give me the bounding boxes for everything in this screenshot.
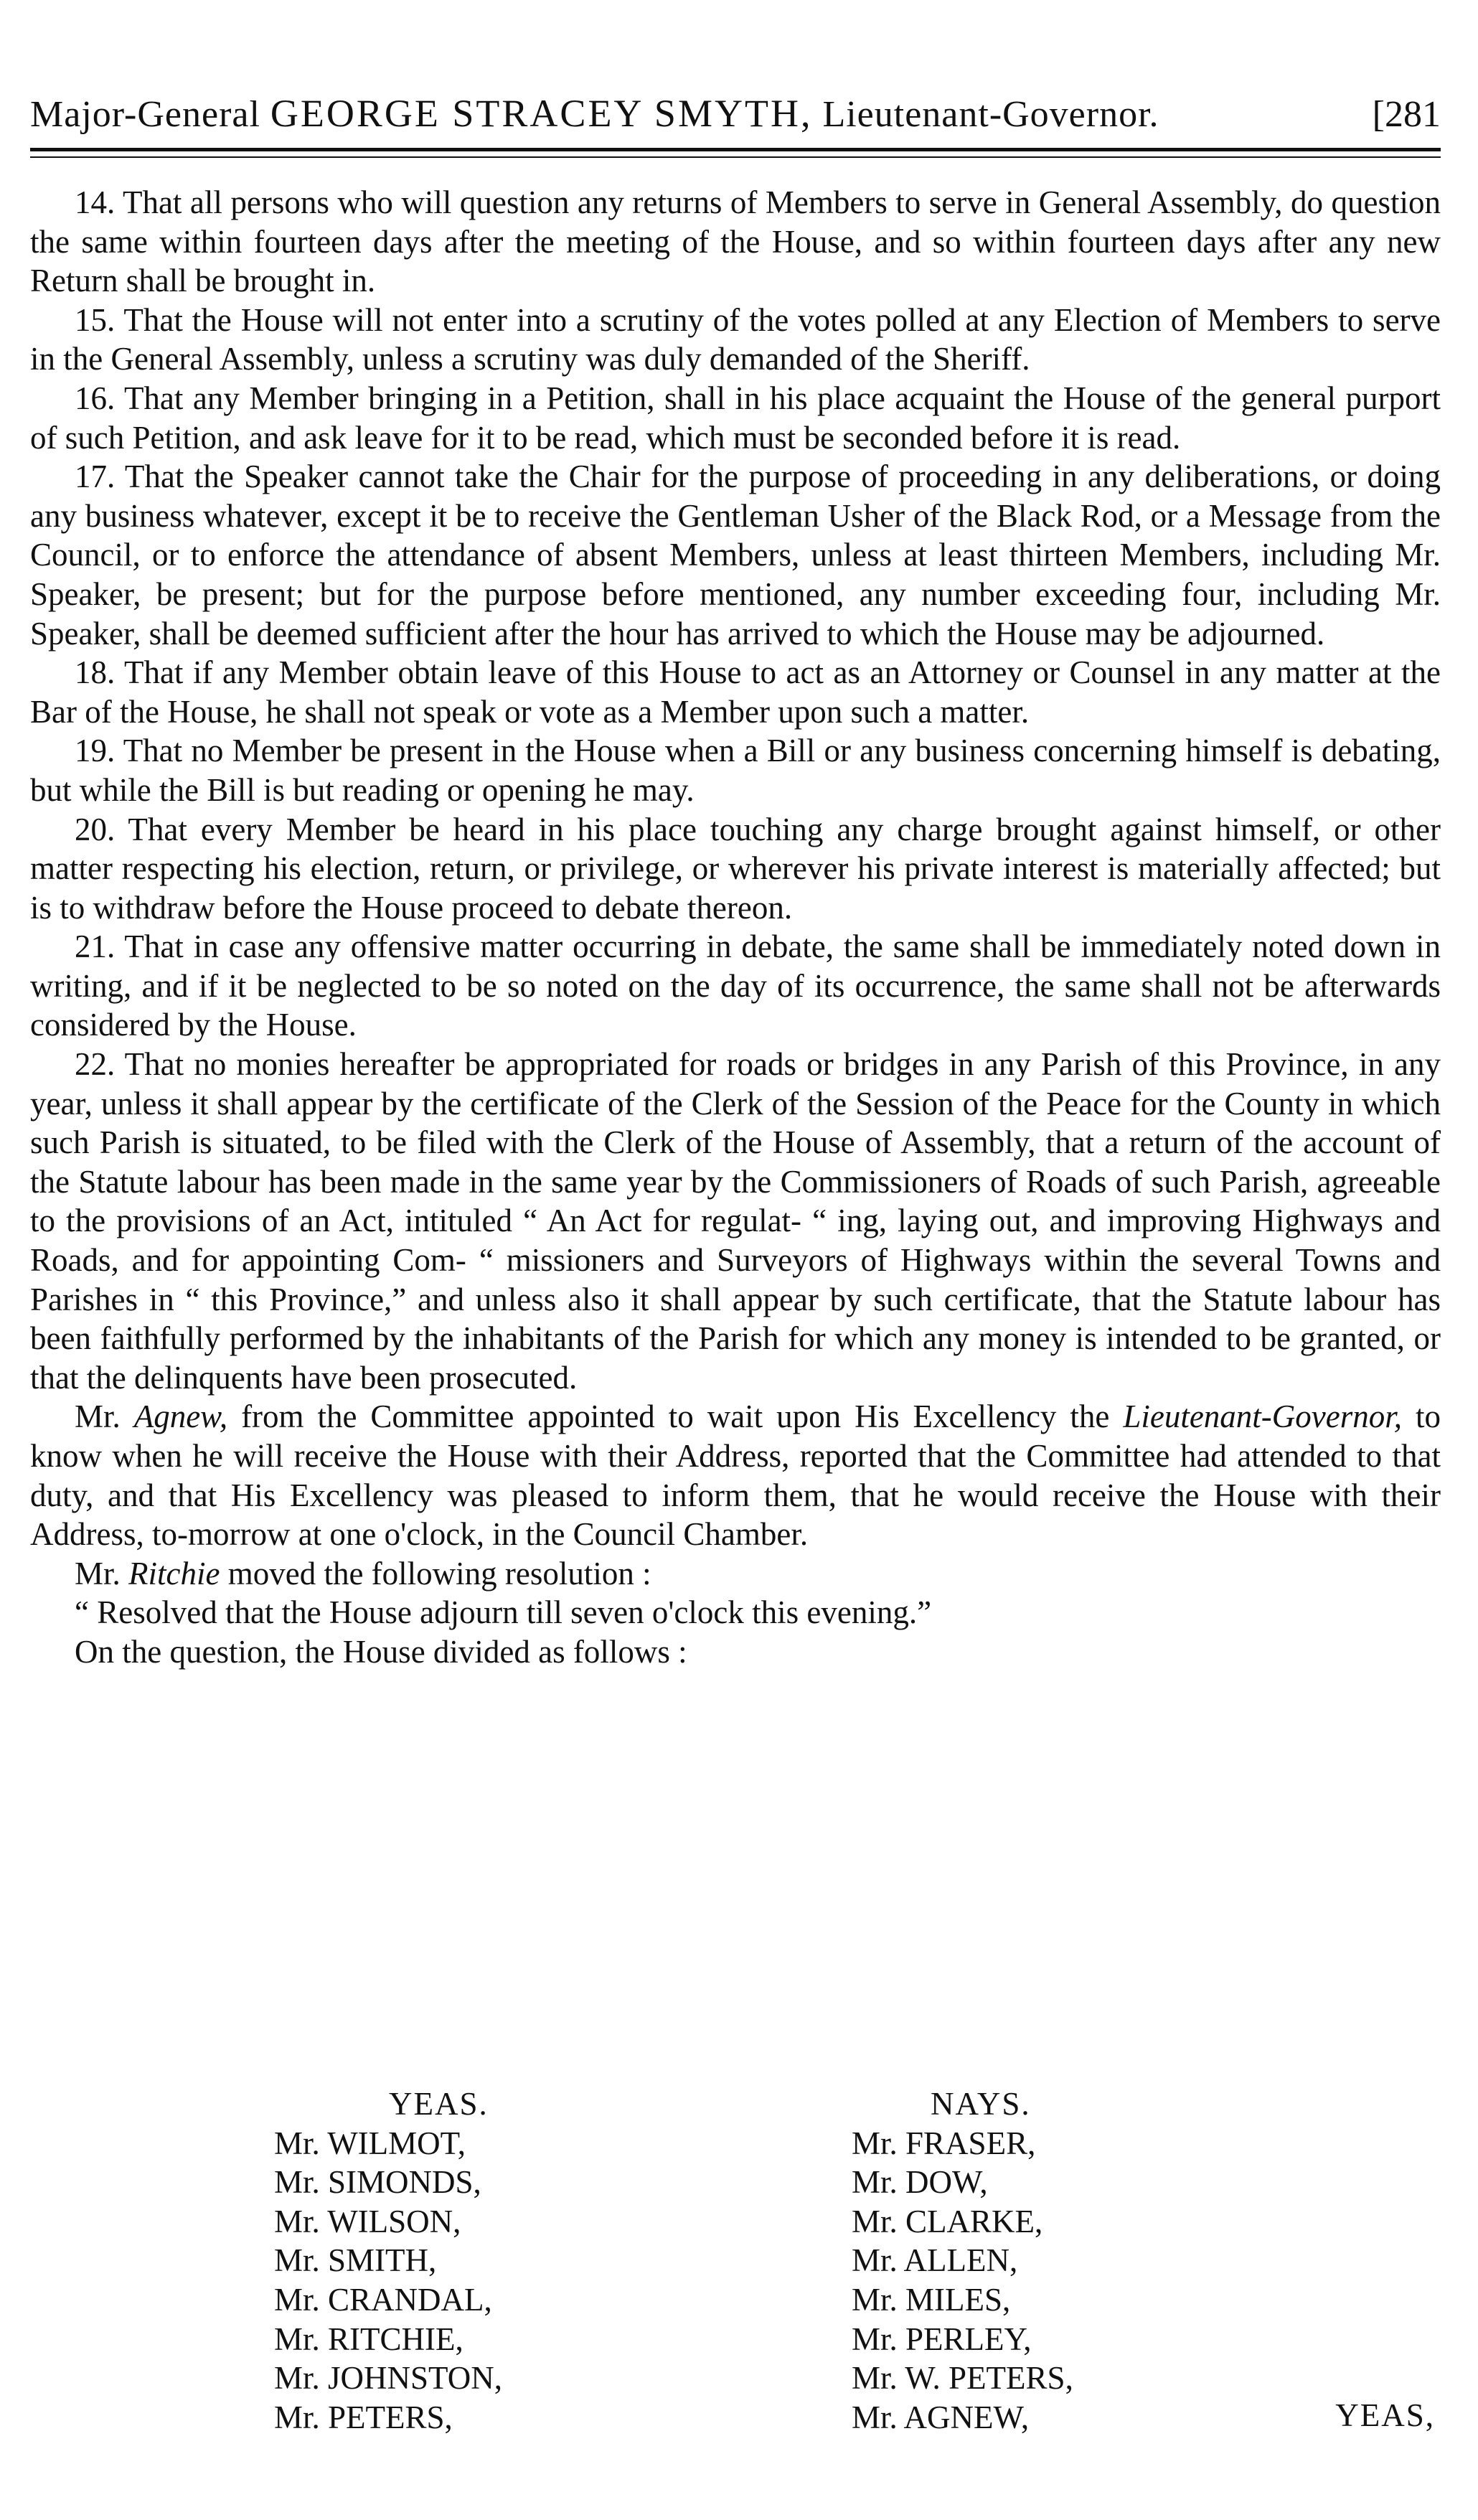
division-intro: On the question, the House divided as follows : [75,1633,687,1670]
resolution: “ Resolved that the House adjourn till seven o'clock this evening.” [75,1594,932,1631]
rule-paragraph [30,731,1441,809]
rule-paragraph [30,927,1441,1045]
rule-number: 15. [75,301,116,338]
mr-prefix: Mr. [75,1555,129,1592]
nay-member: Mr. PERLEY, [852,2321,1032,2357]
nay-member: Mr. MILES, [852,2281,1011,2318]
nays-column [852,2084,1073,2437]
rule-number: 17. [75,459,116,495]
nay-member: Mr. ALLEN, [852,2242,1018,2279]
header-rule-thick [30,148,1441,151]
nay-member: Mr. DOW, [852,2164,988,2201]
mr-prefix: Mr. [75,1398,134,1435]
rule-text: That no monies hereafter be appropriated for roads or bridges in any Parish of this Province, in any year, unless it shall appear by the certificate of the Clerk of the Session of the Peace for the County in which such Parish is situated, to be filed with the Clerk of the House of Assembly, that a return of the account of the Statute labour has been made in the same year by the Commissioners of Roads of such Parish, agreeable to the provisions of an Act, intituled “ An Act for regulat- “ ing, laying out, and improving Highways and Roads, and for appointing Com- “ missioners and Surveyors of Highways within the several Towns and Parishes in “ this Province,” and unless also it shall appear by such certificate, that the Statute labour has been faithfully performed by the inhabitants of the Parish for which any money is intended to be granted, or that the delinquents have been prosecuted. [30,1046,1441,1396]
motion-text: moved the following resolution : [220,1555,651,1592]
member-name: Ritchie [128,1555,220,1592]
page-number: [281 [1372,94,1441,135]
running-header [30,86,1441,136]
title-suffix: Lieutenant-Governor. [812,94,1159,135]
rule-number: 19. [75,733,116,769]
governor-name: GEORGE STRACEY SMYTH, [270,92,813,135]
rule-number: 14. [75,184,116,220]
nays-heading: NAYS. [931,2086,1031,2122]
catchword: YEAS, [1335,2397,1435,2433]
rule-paragraph [30,1045,1441,1397]
rule-text: That all persons who will question any returns of Members to serve in General Assembly, do question the same within fourteen days after the meeting of the House, and so within fourteen days after any new Return shall be brought in. [30,184,1441,299]
nay-member: Mr. AGNEW, [852,2399,1030,2435]
report-text: from the Committee appointed to wait upon His Excellency the [227,1398,1124,1435]
yea-member: Mr. JOHNSTON, [274,2360,502,2397]
rule-text: That in case any offensive matter occurring in debate, the same shall be immediately noted down in writing, and if it be neglected to be so noted on the day of its occurrence, the same shall not be afterwards considered by the House. [30,928,1441,1043]
nay-member: Mr. FRASER, [852,2125,1036,2161]
yea-member: Mr. RITCHIE, [274,2321,463,2357]
rule-text: That no Member be present in the House when a Bill or any business concerning himself is debating, but while the Bill is but reading or opening he may. [30,733,1441,808]
rule-number: 16. [75,380,116,416]
header-rule-thin [30,156,1441,158]
rule-paragraph [30,457,1441,653]
running-title [30,92,1159,136]
nay-member: Mr. W. PETERS, [852,2360,1073,2397]
member-name: Agnew, [133,1398,228,1435]
yeas-heading: YEAS. [389,2086,489,2122]
body-text [30,183,1441,1672]
yea-member: Mr. SMITH, [274,2242,437,2279]
rule-text: That every Member be heard in his place touching any charge brought against himself, or other matter respecting his election, return, or privilege, or wherever his private interest is materially affected; but is to withdraw before the House proceed to debate thereon. [30,811,1441,926]
rule-number: 22. [75,1046,116,1083]
rule-text: That if any Member obtain leave of this House to act as an Attorney or Counsel in any matter at the Bar of the House, he shall not speak or vote as a Member upon such a matter. [30,654,1441,730]
yea-member: Mr. CRANDAL, [274,2281,492,2318]
rule-number: 21. [75,928,116,965]
committee-report [30,1397,1441,1553]
rule-paragraph [30,183,1441,301]
rule-text: That the House will not enter into a scrutiny of the votes polled at any Election of Members to serve in the General Assembly, unless a scrutiny was duly demanded of the Sheriff. [30,301,1441,377]
nay-member: Mr. CLARKE, [852,2203,1043,2239]
rule-number: 18. [75,654,116,691]
motion [30,1554,1441,1594]
report-text: to know when he will receive the House with their Address, reported that the Committee had attended to that duty, and that His Excellency was pleased to inform them, that he would receive the House with their Address, to-morrow at one o'clock, in the Council Chamber. [30,1398,1441,1553]
title-prefix: Major-General [30,94,270,135]
yea-member: Mr. SIMONDS, [274,2164,481,2201]
rule-paragraph [30,301,1441,379]
rule-text: That any Member bringing in a Petition, shall in his place acquaint the House of the general purport of such Petition, and ask leave for it to be read, which must be seconded before it is read. [30,380,1441,456]
rule-paragraph [30,810,1441,928]
yea-member: Mr. PETERS, [274,2399,453,2435]
yea-member: Mr. WILMOT, [274,2125,466,2161]
rule-paragraph [30,653,1441,731]
rule-paragraph [30,379,1441,457]
rule-number: 20. [75,811,116,847]
yea-member: Mr. WILSON, [274,2203,461,2239]
office-title: Lieutenant-Governor, [1123,1398,1403,1435]
rule-text: That the Speaker cannot take the Chair for the purpose of proceeding in any deliberations, or doing any business whatever, except it be to receive the Gentleman Usher of the Black Rod, or a Message from the Council, or to enforce the attendance of absent Members, unless at least thirteen Members, including Mr. Speaker, be present; but for the purpose before mentioned, any number exceeding four, including Mr. Speaker, shall be deemed sufficient after the hour has arrived to which the House may be adjourned. [30,459,1441,652]
yeas-column [274,2084,502,2437]
